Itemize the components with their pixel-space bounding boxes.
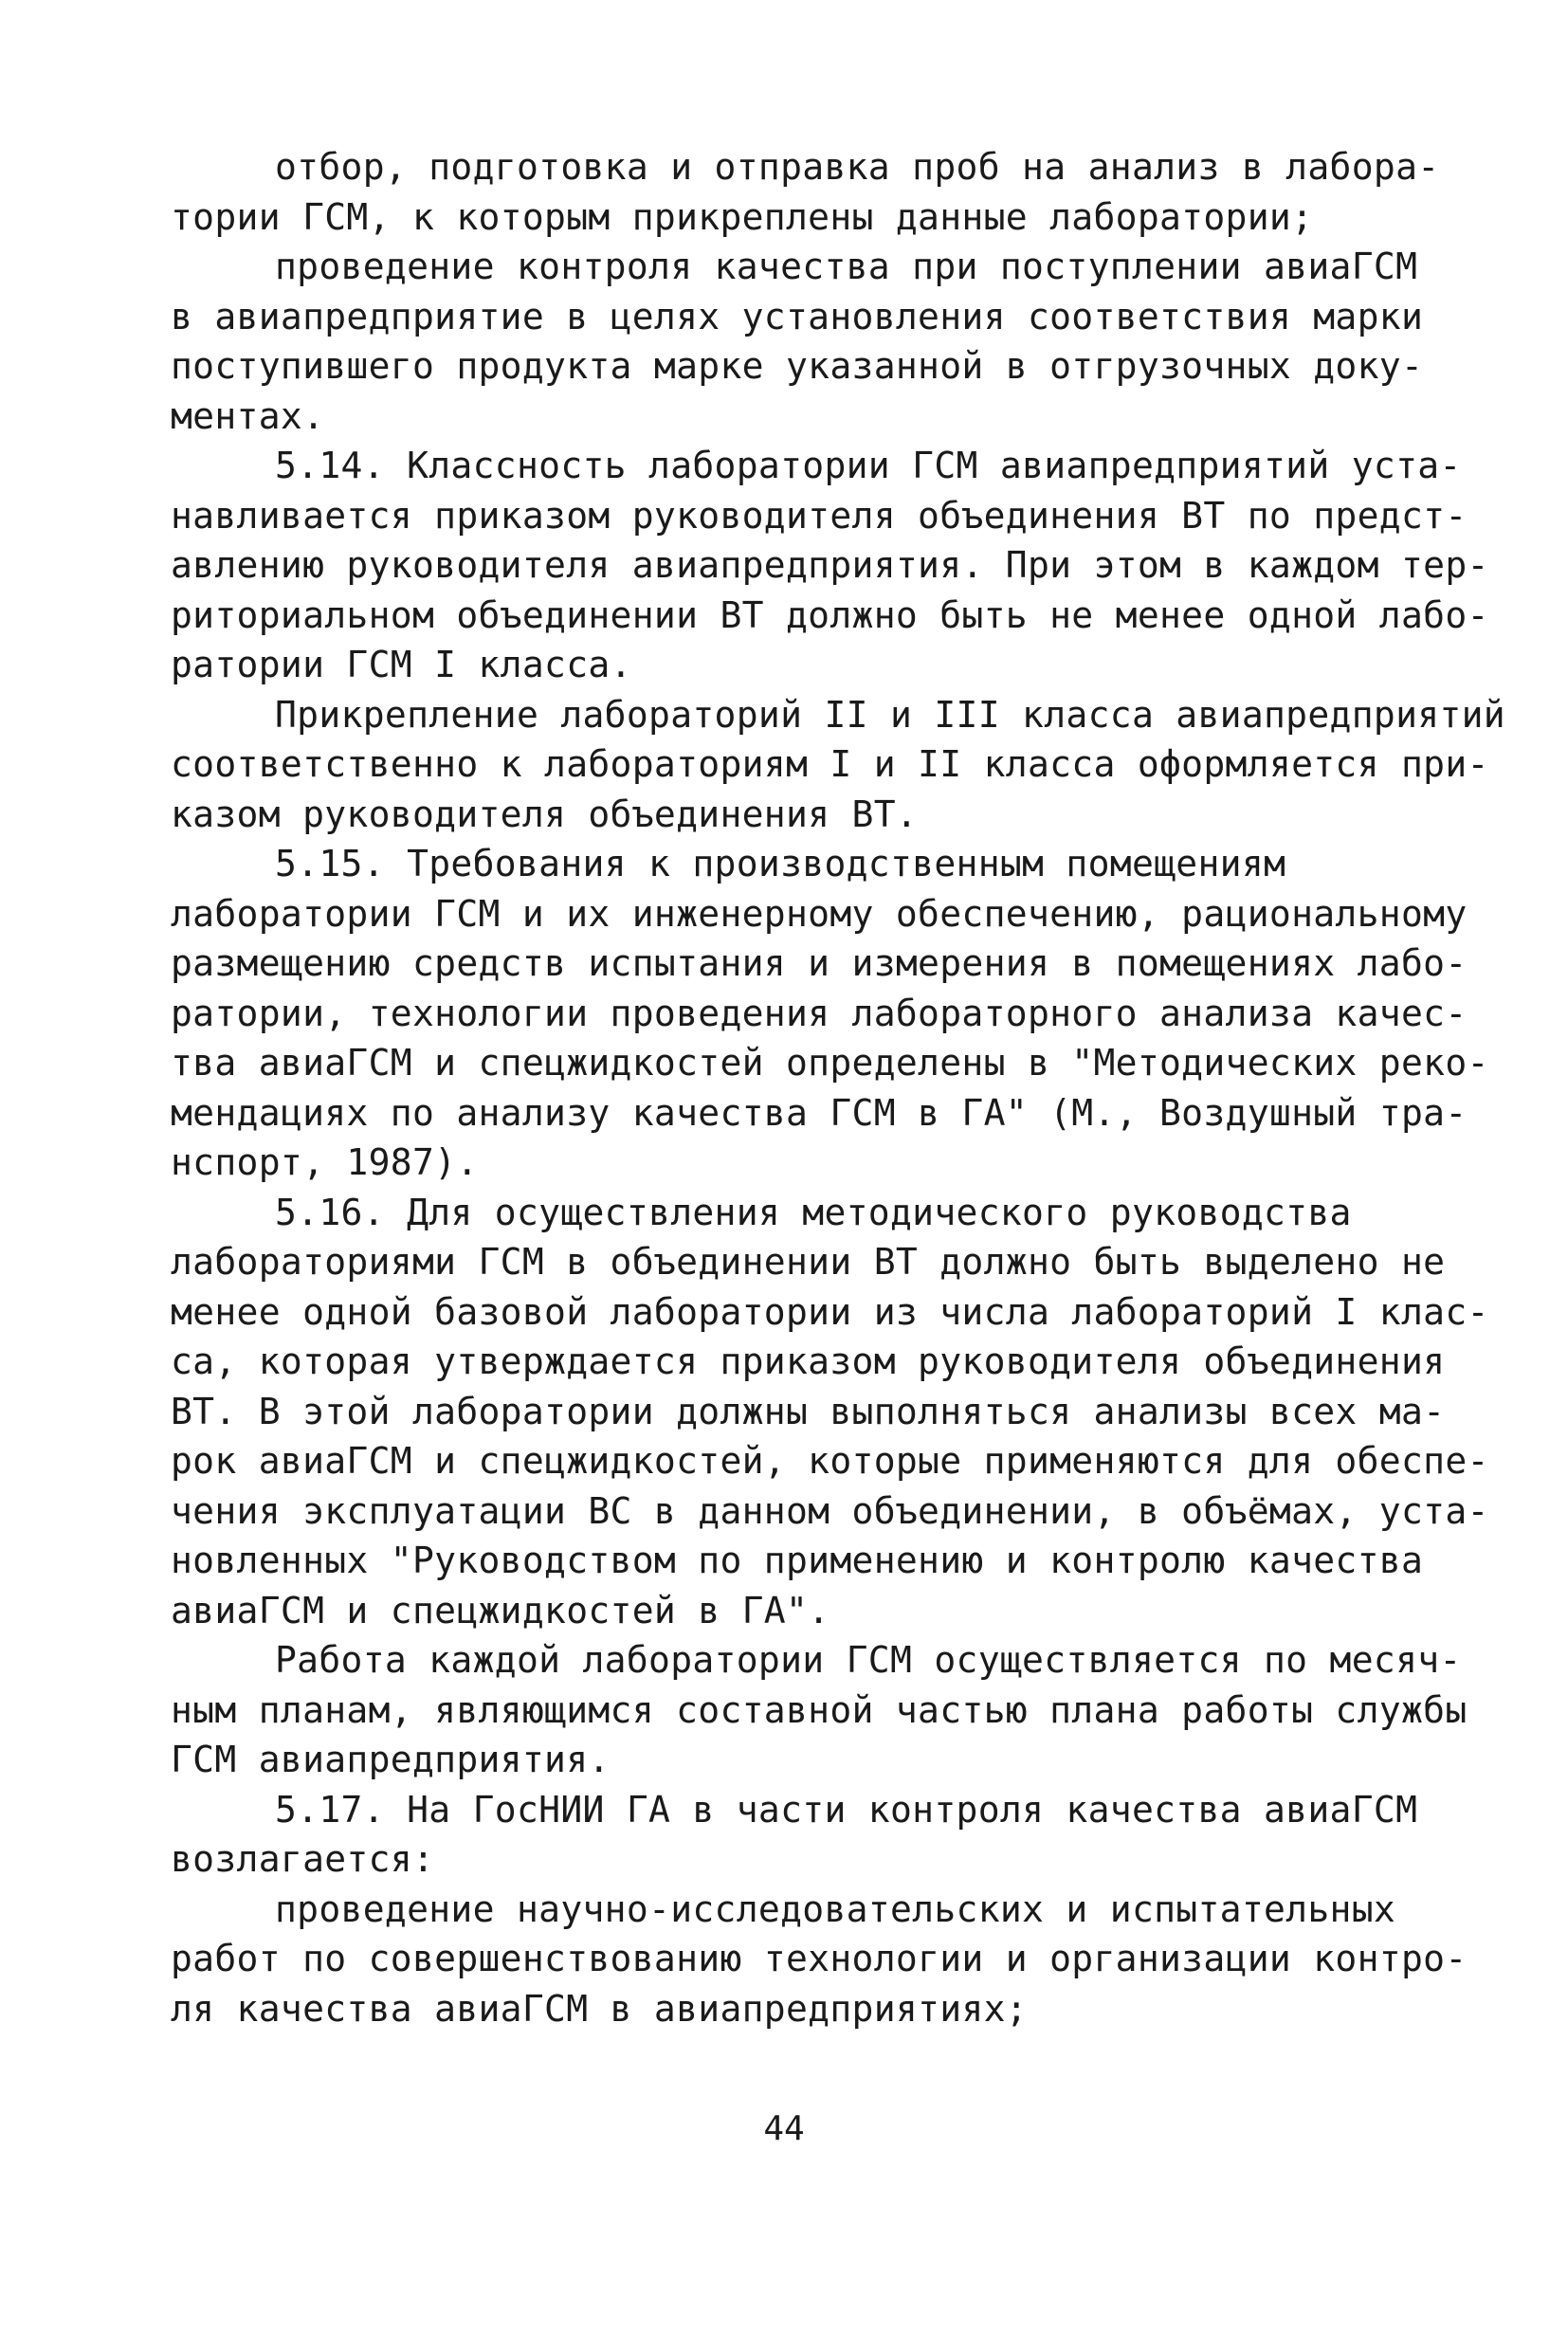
- text-line: возлагается:: [171, 1838, 435, 1880]
- text-line: ментах.: [171, 394, 325, 437]
- text-line: соответственно к лабораториям I и II класса оформляется при-: [171, 743, 1489, 785]
- text-line: лабораториями ГСМ в объединении ВТ должно быть выделено не: [171, 1241, 1446, 1283]
- text-line: Работа каждой лаборатории ГСМ осуществляется по месяч-: [275, 1639, 1462, 1681]
- text-line: ратории, технологии проведения лабораторного анализа качес-: [171, 992, 1468, 1034]
- text-line: ля качества авиаГСМ в авиапредприятиях;: [171, 1987, 1028, 2030]
- text-line: 5.16. Для осуществления методического руководства: [275, 1191, 1352, 1233]
- text-line: навливается приказом руководителя объединения ВТ по предст-: [171, 494, 1468, 537]
- text-line: ратории ГСМ I класса.: [171, 644, 632, 685]
- text-line: Прикрепление лабораторий II и III класса авиапредприятий: [275, 693, 1505, 736]
- body-text: [171, 142, 1505, 2033]
- text-line: проведение контроля качества при поступлении авиаГСМ: [275, 246, 1418, 287]
- text-line: ВТ. В этой лаборатории должны выполняться анализы всех ма-: [171, 1390, 1446, 1432]
- text-line: работ по совершенствованию технологии и организации контро-: [171, 1938, 1468, 1979]
- text-line: 5.17. На ГосНИИ ГА в части контроля качества авиаГСМ: [275, 1788, 1418, 1831]
- text-line: тории ГСМ, к которым прикреплены данные лаборатории;: [171, 195, 1314, 238]
- text-line: менее одной базовой лаборатории из числа лабораторий I клас-: [171, 1290, 1489, 1333]
- text-line: риториальном объединении ВТ должно быть не менее одной лабо-: [171, 593, 1489, 636]
- text-line: лаборатории ГСМ и их инженерному обеспечению, рациональному: [171, 892, 1468, 935]
- text-line: авлению руководителя авиапредприятия. При этом в каждом тер-: [171, 544, 1489, 586]
- text-line: чения эксплуатации ВС в данном объединении, в объёмах, уста-: [171, 1489, 1489, 1532]
- text-line: размещению средств испытания и измерения в помещениях лабо-: [171, 942, 1468, 984]
- text-line: рок авиаГСМ и спецжидкостей, которые применяются для обеспе-: [171, 1440, 1489, 1482]
- page-number: 44: [763, 2109, 805, 2148]
- text-line: поступившего продукта марке указанной в отгрузочных доку-: [171, 345, 1424, 387]
- text-line: тва авиаГСМ и спецжидкостей определены в "Методических реко-: [171, 1042, 1489, 1084]
- text-line: са, которая утверждается приказом руководителя объединения: [171, 1340, 1446, 1382]
- text-line: в авиапредприятие в целях установления соответствия марки: [171, 295, 1424, 337]
- text-line: отбор, подготовка и отправка проб на анализ в лабора-: [275, 146, 1440, 188]
- text-line: казом руководителя объединения ВТ.: [171, 793, 919, 835]
- text-line: ГСМ авиапредприятия.: [171, 1739, 611, 1780]
- text-line: мендациях по анализу качества ГСМ в ГА" (М., Воздушный тра-: [171, 1091, 1468, 1134]
- text-line: проведение научно-исследовательских и испытательных: [275, 1887, 1396, 1930]
- text-line: ным планам, являющимся составной частью плана работы службы: [171, 1688, 1468, 1731]
- text-line: нспорт, 1987).: [171, 1141, 479, 1183]
- text-line: 5.15. Требования к производственным помещениям: [275, 843, 1286, 884]
- text-line: 5.14. Классность лаборатории ГСМ авиапредприятий уста-: [275, 445, 1462, 486]
- text-line: авиаГСМ и спецжидкостей в ГА".: [171, 1589, 830, 1631]
- text-line: новленных "Руководством по применению и контролю качества: [171, 1540, 1424, 1581]
